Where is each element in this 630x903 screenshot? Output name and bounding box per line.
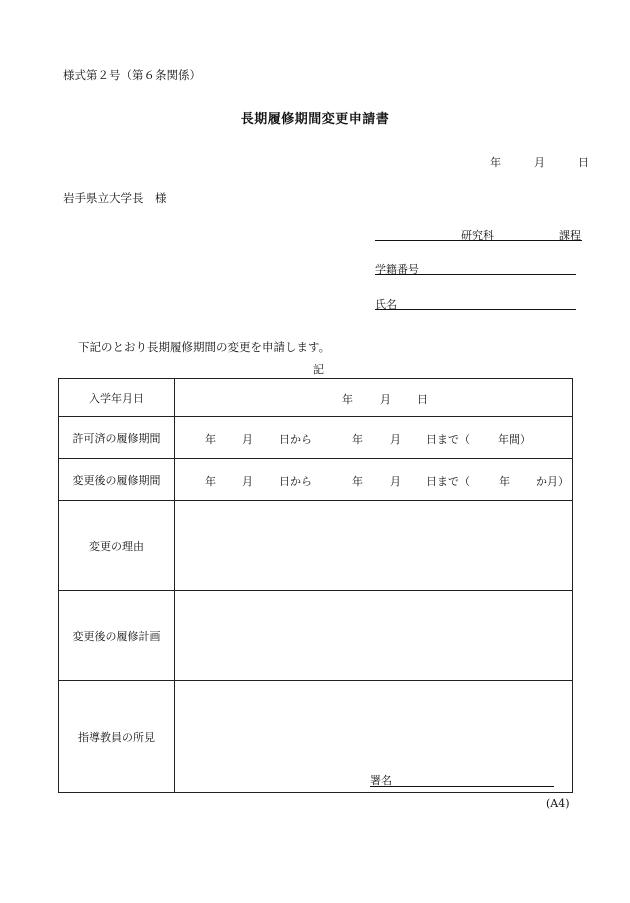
form-number: 様式第２号（第６条関係） [63,68,201,82]
date-line [490,154,589,170]
table-row [59,417,573,459]
course-label: 課程 [559,229,581,242]
changed-to-month: 月 [390,475,401,488]
admission-date-cell[interactable] [175,379,573,417]
admission-day: 日 [417,393,428,406]
reason-cell[interactable] [175,501,573,591]
changed-from-month: 月 [242,475,253,488]
approved-from-day: 日から [279,433,312,446]
changed-from-year: 年 [205,475,216,488]
student-id-label: 学籍番号 [375,263,419,276]
date-year: 年 [490,156,501,169]
admission-year: 年 [342,393,353,406]
row-label-approved-period: 許可済の履修期間 [59,417,175,459]
approved-from-year: 年 [205,433,216,446]
table-row [59,459,573,501]
row-label-study-plan: 変更後の履修計画 [59,591,175,681]
approved-duration: 年間） [498,433,531,446]
row-label-reason: 変更の理由 [59,501,175,591]
student-id-underline[interactable] [375,274,576,275]
name-underline[interactable] [375,309,576,310]
ki-heading: 記 [313,363,324,376]
changed-duration-month: か月） [536,475,569,488]
study-plan-cell[interactable] [175,591,573,681]
request-text: 下記のとおり長期履修期間の変更を申請します。 [78,340,331,354]
changed-period-cell[interactable] [175,459,573,501]
date-month: 月 [534,156,545,169]
approved-period-cell[interactable] [175,417,573,459]
paper-size-note: (A4) [546,797,570,810]
approved-to-month: 月 [390,433,401,446]
addressee: 岩手県立大学長 様 [63,191,167,205]
faculty-label: 研究科 [461,229,494,242]
admission-month: 月 [380,393,391,406]
changed-duration-year: 年 [499,475,510,488]
row-label-admission-date: 入学年月日 [59,379,175,417]
signature-label: 署名 [370,774,392,787]
changed-from-day: 日から [279,475,312,488]
changed-to-day: 日まで（ [426,475,470,488]
table-row [59,501,573,591]
advisor-opinion-cell[interactable] [175,681,573,793]
row-label-changed-period: 変更後の履修期間 [59,459,175,501]
approved-to-year: 年 [352,433,363,446]
changed-to-year: 年 [352,475,363,488]
faculty-course-underline[interactable] [375,240,582,241]
table-row [59,681,573,793]
table-row [59,591,573,681]
name-label: 氏名 [375,298,397,311]
date-day: 日 [578,156,589,169]
document-title: 長期履修期間変更申請書 [240,112,390,127]
application-table [58,378,573,793]
row-label-advisor-opinion: 指導教員の所見 [59,681,175,793]
table-row [59,379,573,417]
signature-underline[interactable] [370,786,554,787]
approved-to-day: 日まで（ [426,433,470,446]
approved-from-month: 月 [242,433,253,446]
